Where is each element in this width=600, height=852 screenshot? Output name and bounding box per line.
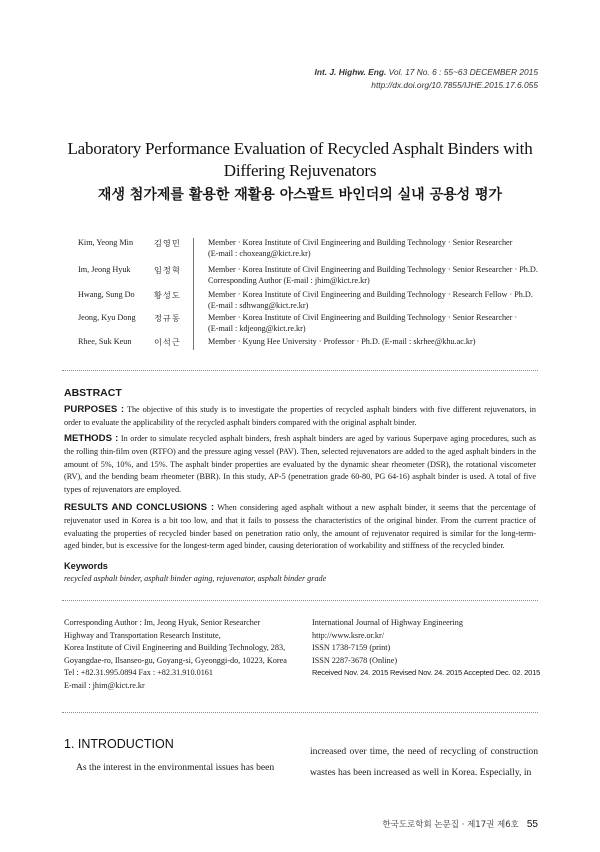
section-divider [62,712,538,713]
corresponding-email[interactable]: E-mail : jhim@kict.re.kr [64,680,145,690]
abstract-heading: ABSTRACT [64,387,122,399]
author-name-ko: 황성도 [154,290,181,300]
author-name-en: Rhee, Suk Keun [78,337,132,346]
introduction-text-left: As the interest in the environmental issues has been [76,762,275,773]
keywords-heading: Keywords [64,561,108,571]
author-affiliation: Member · Korea Institute of Civil Engineering and Building Technology · Senior Researcher · Ph.D. Corresponding Author (E-mail : jhim@kict.re.kr) [208,265,538,285]
paper-title-english: Laboratory Performance Evaluation of Recycled Asphalt Binders with Differing Rejuvenators [67,139,533,180]
received-dates: Received Nov. 24. 2015 Revised Nov. 24. 2015 Accepted Dec. 02. 2015 [312,668,541,677]
footer-journal: 한국도로학회 논문집 · 제17권 제6호 [382,820,519,830]
author-name-ko: 김영민 [154,238,181,248]
section-divider [62,370,538,371]
journal-volume: Vol. 17 No. 6 : 55~63 DECEMBER 2015 [386,67,538,77]
author-name-en: Kim, Yeong Min [78,238,134,247]
abstract-results: RESULTS AND CONCLUSIONS : When considering aged asphalt without a new asphalt binder, it seems that the percentage of rejuvenator used in Korea is a bit too low, and that it fails to possess the characteristics of the original binder. From the current practice of evaluating the properties of recycled binder based on penetration ratio only, the amount of rejuvenator required is similar for the long-term-aged binder, but is excessive for the longest-term aged binder, causing deterioration of workability and stiffness of the recycled binder. [64,502,537,551]
author-name-en: Hwang, Sung Do [78,290,135,299]
author-name-en: Jeong, Kyu Dong [78,313,136,322]
methods-label: METHODS : [64,433,119,444]
paper-title-korean: 재생 첨가제를 활용한 재활용 아스팔트 바인더의 실내 공용성 평가 [97,187,503,203]
introduction-heading: 1. INTRODUCTION [64,737,174,751]
purposes-label: PURPOSES : [64,404,125,415]
abstract-purposes: PURPOSES : The objective of this study is to investigate the properties of recycled asphalt binders with five different rejuvenators, in order to evaluate the applicability of the recycled asphalt binders compared with the original asphalt binder. [64,404,536,427]
author-name-ko: 정규동 [154,313,181,323]
corresponding-author-block: Corresponding Author : Im, Jeong Hyuk, Senior Researcher Highway and Transportation Research Institute, Korea Institute of Civil Engineering and Building Technology, 283, Goyangdae-ro, Ilsanseo-gu, Goyang-si, Gyeonggi-do, 10223, Korea Tel : +82.31.995.0894 Fax : +82.31.910.0161 E-mail : jhim@kict.re.kr [64,617,304,692]
author-affiliation: Member · Korea Institute of Civil Engineering and Building Technology · Research Fellow · Ph.D. (E-mail : sdhwang@kict.re.kr) [208,290,533,310]
author-affiliation: Member · Korea Institute of Civil Engineering and Building Technology · Senior Researcher · (E-mail : kdjeong@kict.re.kr) [208,313,518,333]
results-label: RESULTS AND CONCLUSIONS : [64,502,215,513]
section-divider [62,600,538,601]
keywords-list: recycled asphalt binder, asphalt binder aging, rejuvenator, asphalt binder grade [64,574,327,583]
author-affiliation: Member · Kyung Hee University · Professor · Ph.D. (E-mail : skrhee@khu.ac.kr) [208,337,476,346]
journal-abbrev: Int. J. Highw. Eng. [314,67,387,77]
author-name-ko: 이석근 [154,337,181,347]
journal-citation [315,66,539,92]
doi-link[interactable]: http://dx.doi.org/10.7855/IJHE.2015.17.6.055 [371,80,538,90]
author-name-ko: 임정혁 [154,265,181,275]
abstract-methods: METHODS : In order to simulate recycled asphalt binders, fresh asphalt binders are aged by various Superpave aging procedures, such as the rolling thin-film oven (RTFO) and the pressure aging vessel (PAV). Then, selected rejuvenators are added to the aged asphalt binders in the amount of 5%, 10%, and 15%. The asphalt binder properties are evaluated by the dynamic shear rheometer (DSR), the rotational viscometer (RV), and the bending beam rheometer (BBR). In this study, AP-5 (penetration grade 60-80, PG 64-16) asphalt binder is used. A total of five types of rejuvenators are employed. [64,433,536,495]
page-footer [382,818,538,830]
author-divider [193,238,194,350]
author-affiliation: Member · Korea Institute of Civil Engineering and Building Technology · Senior Researcher (E-mail : choxeang@kict.re.kr) [208,238,513,258]
introduction-text-right: increased over time, the need of recycling of construction wastes has been increased as well in Korea. Especially, in [310,746,538,778]
journal-info-block: International Journal of Highway Engineering http://www.ksre.or.kr/ ISSN 1738-7159 (print) ISSN 2287-3678 (Online) Received Nov. 24. 2015 Revised Nov. 24. 2015 Accepted Dec. 02. 2015 [312,617,552,680]
journal-url[interactable]: http://www.ksre.or.kr/ [312,630,385,640]
author-name-en: Im, Jeong Hyuk [78,265,131,274]
page-number: 55 [526,819,538,830]
